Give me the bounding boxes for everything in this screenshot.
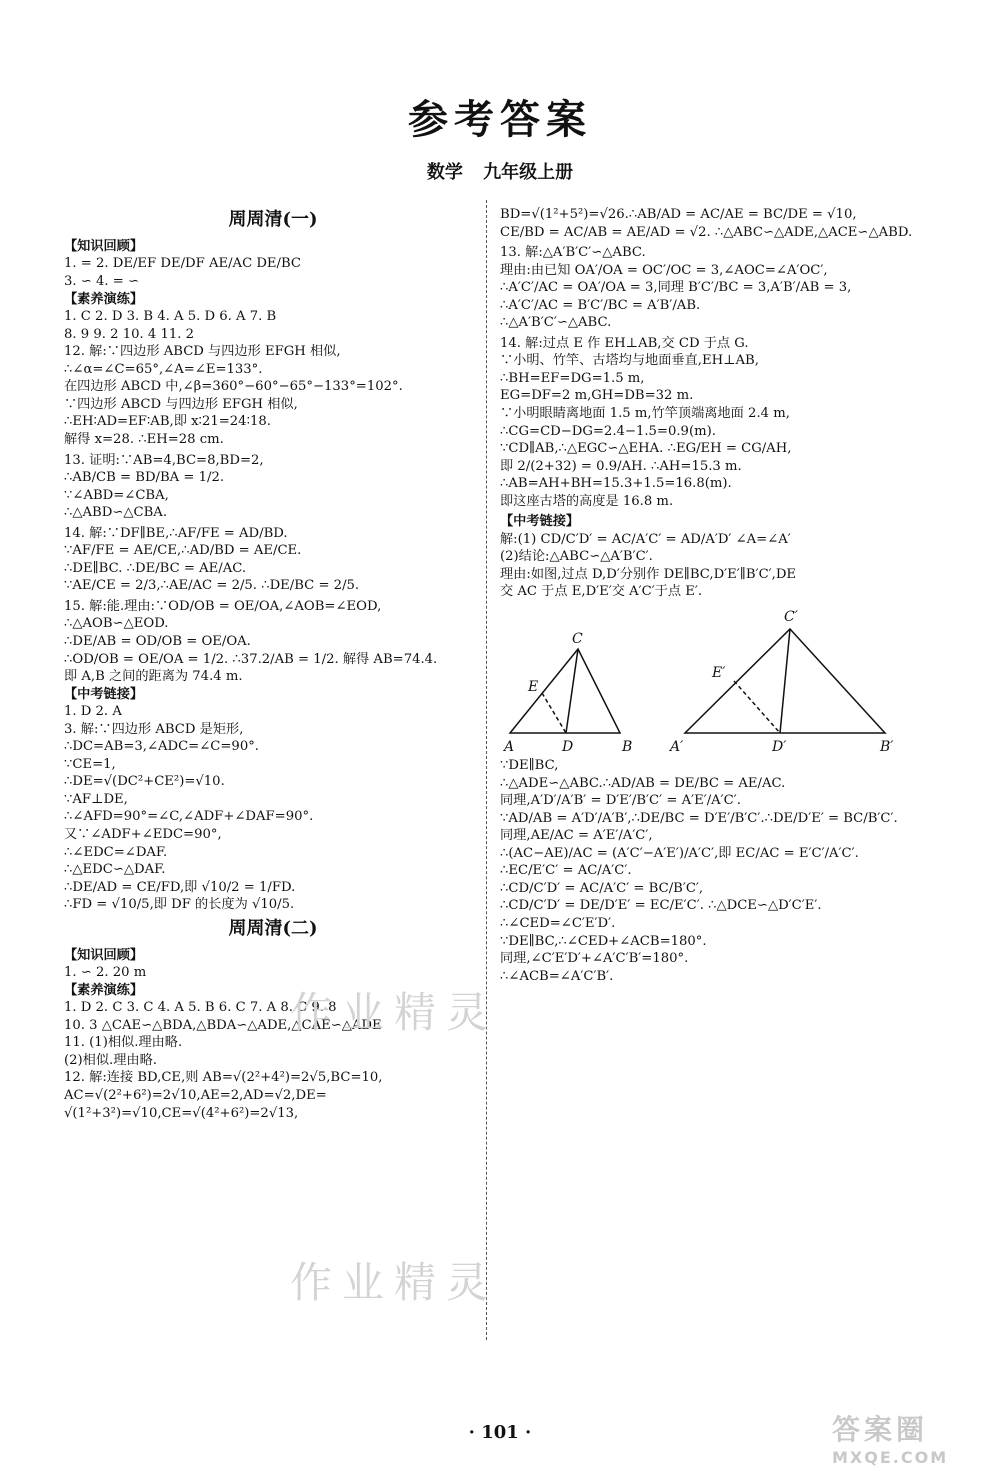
answer-line: ∴EH∶AD=EF∶AB,即 x∶21=24∶18. <box>64 414 271 430</box>
answer-line: 8. 9 9. 2 10. 4 11. 2 <box>64 326 195 342</box>
answer-line: 即 2/(2+32) = 0.9/AH. ∴AH=15.3 m. <box>500 458 742 474</box>
answer-line: 解得 x=28. ∴EH=28 cm. <box>64 431 224 447</box>
answer-line: ∴A′C′/AC = OA′/OA = 3,同理 B′C′/BC = 3,A′B′/AB = 3, <box>500 280 852 296</box>
answer-line: 即这座古塔的高度是 16.8 m. <box>500 493 674 509</box>
heading-exam-link: 【中考链接】 <box>64 686 144 702</box>
answer-line: 1. D 2. A <box>64 704 122 720</box>
answer-line: 10. 3 △CAE∽△BDA,△BDA∽△ADE,△CAE∽△ADE <box>64 1017 382 1033</box>
heading-practice: 【素养演练】 <box>64 982 144 998</box>
answer-line: ∴∠EDC=∠DAF. <box>64 844 168 860</box>
watermark-url: MXQE.COM <box>832 1448 949 1467</box>
answer-line: 11. (1)相似.理由略. <box>64 1035 183 1051</box>
label-b-prime: B′ <box>880 739 894 756</box>
label-e: E <box>528 679 539 696</box>
answer-line: ∴DE∥BC. ∴DE/BC = AE/AC. <box>64 560 247 576</box>
answer-line: ∴CD/C′D′ = DE/D′E′ = EC/E′C′. ∴△DCE∽△D′C′E′. <box>500 898 822 914</box>
answer-line: ∴AB/CB = BD/BA = 1/2. <box>64 470 225 486</box>
heading-exam-link: 【中考链接】 <box>500 514 580 530</box>
answer-line: ∵DE∥BC,∴∠CED+∠ACB=180°. <box>500 933 707 949</box>
segment-c-prime-d-prime <box>780 629 790 733</box>
answer-line: 12. 解:∵四边形 ABCD 与四边形 EFGH 相似, <box>64 344 341 360</box>
answer-line: CE/BD = AC/AB = AE/AD = √2. ∴△ABC∽△ADE,△ACE∽△ABD. <box>500 224 913 240</box>
answer-line: ∵CE=1, <box>64 756 116 772</box>
answer-line: 解:(1) CD/C′D′ = AC/A′C′ = AD/A′D′ ∠A=∠A′ <box>500 531 791 547</box>
answer-line: ∴(AC−AE)/AC = (A′C′−A′E′)/A′C′,即 EC/AC = E′C′/A′C′. <box>500 845 859 861</box>
segment-d-prime-e-prime <box>734 681 780 733</box>
answer-line: √(1²+3²)=√10,CE=√(4²+6²)=2√13, <box>64 1105 299 1121</box>
answer-line: ∴DC=AB=3,∠ADC=∠C=90°. <box>64 739 259 755</box>
heading-practice: 【素养演练】 <box>64 291 144 307</box>
answer-line: ∵小明眼睛离地面 1.5 m,竹竿顶端离地面 2.4 m, <box>500 406 790 422</box>
label-c-prime: C′ <box>784 609 798 626</box>
answer-line: ∵四边形 ABCD 与四边形 EFGH 相似, <box>64 396 298 412</box>
answer-line: ∵AE/CE = 2/3,∴AE/AC = 2/5. ∴DE/BC = 2/5. <box>64 578 360 594</box>
answer-line: 1. D 2. C 3. C 4. A 5. B 6. C 7. A 8. C 9. 8 <box>64 1000 337 1016</box>
answer-line: ∴FD = √10/5,即 DF 的长度为 √10/5. <box>64 897 295 913</box>
segment-de <box>542 693 566 733</box>
page-number: · 101 · <box>468 1422 532 1443</box>
right-column <box>500 206 920 985</box>
answer-line: 1. ∽ 2. 20 m <box>64 965 147 981</box>
answer-line: 13. 证明:∵AB=4,BC=8,BD=2, <box>64 452 264 468</box>
answer-line: ∴AB=AH+BH=15.3+1.5=16.8(m). <box>500 476 732 492</box>
answer-line: ∴△ABD∽△CBA. <box>64 505 168 521</box>
answer-line: ∴EC/E′C′ = AC/A′C′. <box>500 863 632 879</box>
label-a: A <box>504 739 515 756</box>
answer-line: ∵DE∥BC, <box>500 758 559 774</box>
answer-line: ∴∠AFD=90°=∠C,∠ADF+∠DAF=90°. <box>64 809 314 825</box>
watermark-stamp: 作业精灵 <box>290 1258 499 1307</box>
answer-line: 1. C 2. D 3. B 4. A 5. D 6. A 7. B <box>64 309 277 325</box>
page-title: 参考答案 <box>408 96 592 143</box>
answer-line: ∵AF⊥DE, <box>64 791 128 807</box>
answer-line: 14. 解:∵DF∥BE,∴AF/FE = AD/BD. <box>64 525 288 541</box>
answer-line: ∵AD/AB = A′D′/A′B′,∴DE/BC = D′E′/B′C′.∴DE/D′E′ = BC/B′C′. <box>500 810 898 826</box>
answer-line: 3. ∽ 4. = ∽ <box>64 274 140 290</box>
heading-knowledge-review: 【知识回顾】 <box>64 947 144 963</box>
similar-triangles-figure <box>500 605 910 755</box>
answer-line: ∴CG=CD−DG=2.4−1.5=0.9(m). <box>500 423 716 439</box>
answer-line: BD=√(1²+5²)=√26.∴AB/AD = AC/AE = BC/DE = √10, <box>500 207 857 222</box>
triangle-abc <box>510 649 620 733</box>
answer-line: ∴△AOB∽△EOD. <box>64 616 169 632</box>
label-a-prime: A′ <box>670 739 684 756</box>
label-c: C <box>572 631 583 648</box>
answer-line: ∴OD/OB = OE/OA = 1/2. ∴37.2/AB = 1/2. 解得 AB=74.4. <box>64 651 438 667</box>
answer-line: 13. 解:△A′B′C′∽△ABC. <box>500 245 646 261</box>
answer-line: ∵CD∥AB,∴△EGC∽△EHA. ∴EG/EH = CG/AH, <box>500 441 792 457</box>
answer-line: 同理,AE/AC = A′E′/A′C′, <box>500 828 653 844</box>
answer-line: 理由:如图,过点 D,D′分别作 DE∥BC,D′E′∥B′C′,DE <box>500 566 797 582</box>
answer-line: 1. = 2. DE/EF DE/DF AE/AC DE/BC <box>64 256 302 272</box>
answer-line: 在四边形 ABCD 中,∠β=360°−60°−65°−133°=102°. <box>64 379 403 395</box>
answer-line: ∴DE/AD = CE/FD,即 √10/2 = 1/FD. <box>64 879 296 895</box>
label-b: B <box>622 739 633 756</box>
answer-line: EG=DF=2 m,GH=DB=32 m. <box>500 388 694 404</box>
watermark-brand: 答案圈 <box>832 1413 929 1446</box>
answer-line: ∴△EDC∽△DAF. <box>64 862 166 878</box>
answer-line: ∴CD/C′D′ = AC/A′C′ = BC/B′C′, <box>500 880 704 896</box>
answer-line: 12. 解:连接 BD,CE,则 AB=√(2²+4²)=2√5,BC=10, <box>64 1070 383 1086</box>
answer-line: (2)结论:△ABC∽△A′B′C′. <box>500 549 653 565</box>
page-subtitle: 数学 九年级上册 <box>426 162 574 183</box>
site-watermark <box>832 1408 992 1466</box>
label-e-prime: E′ <box>712 665 726 682</box>
section-title-week-1: 周周清(一) <box>228 209 318 230</box>
section-title-week-2: 周周清(二) <box>228 917 318 939</box>
answer-line: 又∵∠ADF+∠EDC=90°, <box>64 826 222 842</box>
answer-line: 15. 解:能.理由:∵OD/OB = OE/OA,∠AOB=∠EOD, <box>64 598 382 614</box>
label-d: D <box>562 739 574 756</box>
answer-line: ∴∠α=∠C=65°,∠A=∠E=133°. <box>64 361 263 377</box>
answer-line: ∵∠ABD=∠CBA, <box>64 487 169 503</box>
heading-knowledge-review: 【知识回顾】 <box>64 238 144 254</box>
answer-line: ∵AF/FE = AE/CE,∴AD/BD = AE/CE. <box>64 543 302 559</box>
answer-line: 交 AC 于点 E,D′E′交 A′C′于点 E′. <box>500 584 703 600</box>
column-divider <box>486 200 488 1340</box>
answer-line: AC=√(2²+6²)=2√10,AE=2,AD=√2,DE= <box>64 1088 327 1104</box>
answer-line: 3. 解:∵四边形 ABCD 是矩形, <box>64 721 244 737</box>
answer-line: 14. 解:过点 E 作 EH⊥AB,交 CD 于点 G. <box>500 335 749 351</box>
answer-line: 即 A,B 之间的距离为 74.4 m. <box>64 669 243 685</box>
watermark-stamp: 作业精灵 <box>290 988 499 1037</box>
answer-line: 同理,A′D′/A′B′ = D′E′/B′C′ = A′E′/A′C′. <box>500 793 741 809</box>
answer-line: ∴BH=EF=DG=1.5 m, <box>500 370 645 386</box>
answer-line: ∵小明、竹竿、古塔均与地面垂直,EH⊥AB, <box>500 353 759 369</box>
answer-line: ∴∠CED=∠C′E′D′. <box>500 915 616 931</box>
answer-line: (2)相似.理由略. <box>64 1052 158 1068</box>
answer-line: 同理,∠C′E′D′+∠A′C′B′=180°. <box>500 951 689 967</box>
answer-line: ∴DE/AB = OD/OB = OE/OA. <box>64 633 251 649</box>
answer-line: 理由:由已知 OA′/OA = OC′/OC = 3,∠AOC=∠A′OC′, <box>500 262 828 278</box>
answer-line: ∴A′C′/AC = B′C′/BC = A′B′/AB. <box>500 297 701 313</box>
label-d-prime: D′ <box>772 739 787 756</box>
answer-line: ∴∠ACB=∠A′C′B′. <box>500 968 614 984</box>
answer-line: ∴△A′B′C′∽△ABC. <box>500 315 612 331</box>
answer-line: ∴DE=√(DC²+CE²)=√10. <box>64 774 225 790</box>
answer-line: ∴△ADE∽△ABC.∴AD/AB = DE/BC = AE/AC. <box>500 775 786 791</box>
